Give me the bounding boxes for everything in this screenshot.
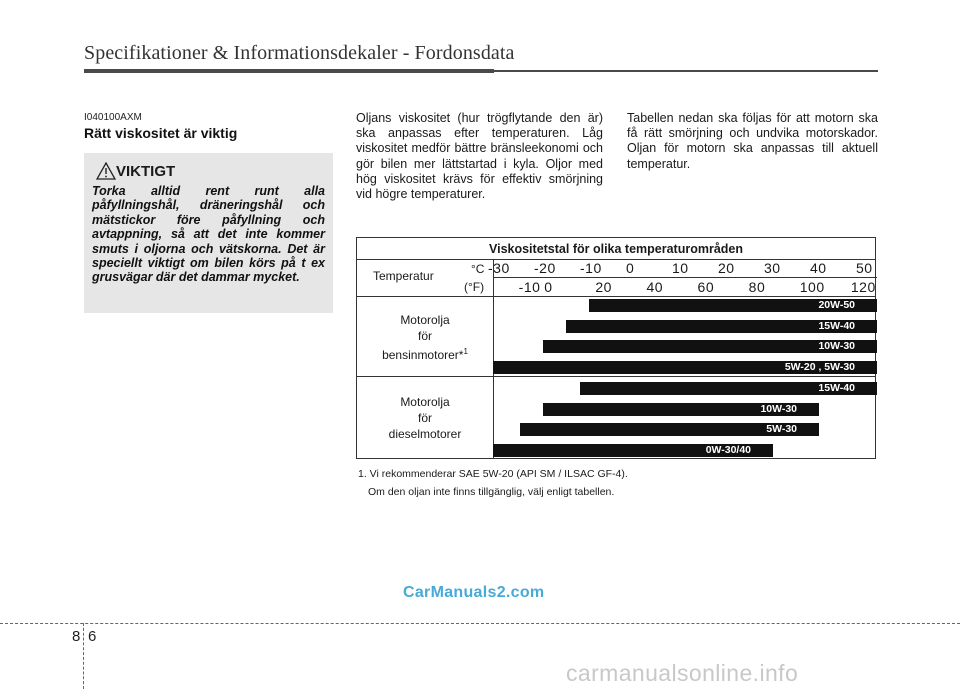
celsius-tick-label: 40 — [810, 260, 827, 276]
warning-triangle-icon — [96, 162, 116, 180]
table-column-divider — [493, 260, 494, 458]
petrol-label-line-1: Motorolja — [400, 313, 450, 327]
fahrenheit-unit: (°F) — [464, 280, 485, 294]
fahrenheit-tick-label: 80 — [748, 279, 766, 295]
petrol-label-text: bensinmotorer* — [382, 348, 464, 362]
page-number: 6 — [88, 628, 97, 645]
page-header-title: Specifikationer & Informationsdekaler - Fordonsdata — [84, 42, 515, 64]
fahrenheit-tick-label: 20 — [595, 279, 612, 295]
diesel-engine-label — [357, 394, 493, 442]
footer-rule — [0, 623, 960, 624]
celsius-tick-label: 0 — [626, 260, 635, 276]
celsius-tick-label: 10 — [672, 260, 689, 276]
scale-divider — [493, 277, 877, 278]
watermark-logo: CarManuals2.com — [403, 584, 545, 601]
celsius-unit: °C — [471, 262, 485, 276]
section-title: Rätt viskositet är viktig — [84, 125, 238, 141]
viscosity-bar: 5W-30 — [520, 423, 819, 436]
fahrenheit-tick-label: 100 — [799, 279, 825, 295]
viscosity-bar: 0W-30/40 — [493, 444, 773, 457]
footnote-line-1: 1. Vi rekommenderar SAE 5W-20 (API SM / ILSAC GF-4). — [358, 468, 628, 480]
celsius-tick-label: 30 — [764, 260, 781, 276]
diesel-label-line-3: dieselmotorer — [388, 427, 462, 441]
header-rule — [84, 69, 494, 73]
petrol-footnote-mark: 1 — [463, 347, 468, 356]
page-number-divider — [83, 623, 84, 689]
petrol-label-line-3 — [357, 344, 493, 363]
viscosity-table — [356, 237, 876, 459]
viscosity-bar: 10W-30 — [543, 403, 819, 416]
body-column-2: Oljans viskositet (hur trögflytande den är) ska anpassas efter temperaturen. Låg viskositet medför bättre bränsleekonomi och gör bilen mer lättstartad i kyla. Oljor med hög viskositet krävs för effektiv smörjning vid högre temperaturer. — [356, 111, 603, 202]
celsius-tick-label: -30 — [488, 260, 510, 276]
section-code: I040100AXM — [84, 112, 142, 123]
fahrenheit-tick-label: 60 — [697, 279, 715, 295]
diesel-label-line-2: för — [417, 411, 432, 425]
site-watermark: carmanualsonline.info — [566, 660, 799, 686]
warning-label: VIKTIGT — [116, 163, 176, 180]
viscosity-bar: 20W-50 — [589, 299, 877, 312]
celsius-tick-label: -20 — [534, 260, 556, 276]
petrol-engine-label — [357, 312, 493, 363]
header-rule-thin — [494, 70, 878, 72]
diesel-label-line-1: Motorolja — [400, 395, 450, 409]
petrol-label-line-2: för — [417, 329, 432, 343]
celsius-tick-label: 20 — [718, 260, 735, 276]
warning-text: Torka alltid rent runt alla påfyllningshål, dräneringshål och mätstickor före påfyllning och avtappning, så att det inte kommer smuts i oljorna och vätskorna. Det är speciellt viktigt om bilen körs på t ex grusvägar där det dammar mycket. — [92, 184, 325, 285]
footnote-line-2: Om den oljan inte finns tillgänglig, välj enligt tabellen. — [368, 486, 615, 498]
body-column-3: Tabellen nedan ska följas för att motorn ska få rätt smörjning och undvika motorskador. Oljan för motorn ska anpassas till aktuell temperatur. — [627, 111, 878, 171]
viscosity-table-title: Viskositetstal för olika temperaturområden — [357, 238, 875, 260]
fahrenheit-tick-label: 40 — [646, 279, 664, 295]
viscosity-bar: 5W-20 , 5W-30 — [493, 361, 877, 374]
viscosity-bar: 15W-40 — [580, 382, 877, 395]
warning-box — [84, 153, 333, 313]
temperature-label: Temperatur — [373, 269, 434, 283]
fahrenheit-tick-label: -10 — [518, 279, 541, 295]
header-divider — [357, 296, 875, 297]
viscosity-bar: 15W-40 — [566, 320, 877, 333]
celsius-tick-label: 50 — [856, 260, 873, 276]
fahrenheit-tick-label: 120 — [850, 279, 876, 295]
fahrenheit-tick-label: 0 — [544, 279, 553, 295]
page-number-section: 8 — [72, 628, 81, 645]
celsius-tick-label: -10 — [580, 260, 602, 276]
row-divider — [357, 376, 875, 377]
viscosity-bar: 10W-30 — [543, 340, 877, 353]
